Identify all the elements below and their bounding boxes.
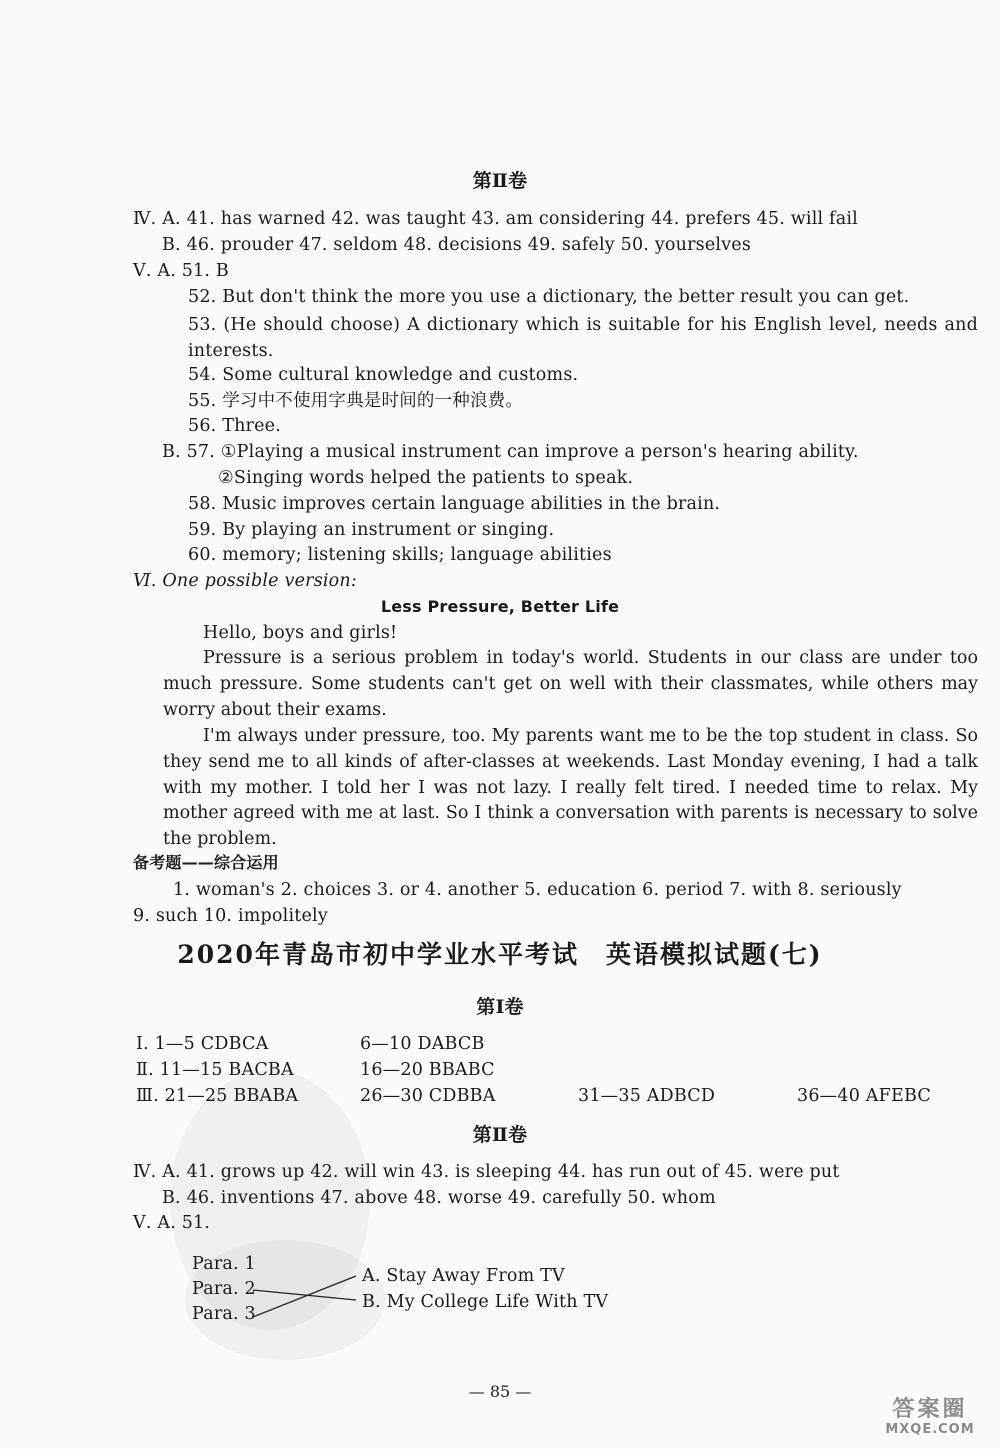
answer-line: B. 57. ①Playing a musical instrument can improve a person's hearing ability. <box>162 442 859 462</box>
answer-cell: Ⅲ. 21—25 BBABA <box>136 1086 299 1106</box>
essay-paragraph: Hello, boys and girls! <box>203 623 398 643</box>
answer-cell: 26—30 CDBBA <box>360 1086 496 1106</box>
answer-cell: 6—10 DABCB <box>360 1034 485 1054</box>
section-heading: 第Ⅰ卷 <box>476 996 524 1018</box>
answer-line: B. 46. prouder 47. seldom 48. decisions 49. safely 50. yourselves <box>162 235 752 255</box>
answer-line: 53. (He should choose) A dictionary which is suitable for his English level, needs and interests. <box>188 315 978 361</box>
answer-line: 59. By playing an instrument or singing. <box>188 520 555 540</box>
essay-paragraph: Pressure is a serious problem in today's world. Students in our class are under too much pressure. Some students can't get on well with their classmates, while others may worry about their exams. <box>163 648 978 720</box>
answer-line: 54. Some cultural knowledge and customs. <box>188 365 579 385</box>
section-heading: 第Ⅱ卷 <box>472 170 528 192</box>
exam-title: 2020年青岛市初中学业水平考试 英语模拟试题(七) <box>177 940 823 969</box>
match-right-item: B. My College Life With TV <box>362 1292 609 1312</box>
match-line <box>253 1276 356 1317</box>
answer-line: 52. But don't think the more you use a dictionary, the better result you can get. <box>188 287 910 307</box>
match-line <box>253 1290 356 1300</box>
answer-line: ②Singing words helped the patients to speak. <box>218 468 634 488</box>
section-heading: 第Ⅱ卷 <box>472 1124 528 1146</box>
match-right-item: A. Stay Away From TV <box>362 1266 565 1286</box>
answer-cell: 36—40 AFEBC <box>797 1086 931 1106</box>
answer-cell: 16—20 BBABC <box>360 1060 495 1080</box>
answer-line: B. 46. inventions 47. above 48. worse 49. carefully 50. whom <box>162 1188 716 1208</box>
backup-heading: 备考题——综合运用 <box>133 853 279 872</box>
page-number: — 85 — <box>468 1382 532 1401</box>
answer-line: 1. woman's 2. choices 3. or 4. another 5. education 6. period 7. with 8. seriously <box>173 880 902 900</box>
answer-line: Ⅵ. One possible version: <box>133 571 357 591</box>
answer-line: 9. such 10. impolitely <box>133 906 328 926</box>
answer-line: Ⅴ. A. 51. <box>133 1213 211 1233</box>
answer-line: Ⅳ. A. 41. has warned 42. was taught 43. am considering 44. prefers 45. will fail <box>133 209 858 229</box>
answer-line: 58. Music improves certain language abilities in the brain. <box>188 494 721 514</box>
answer-line: Ⅳ. A. 41. grows up 42. will win 43. is sleeping 44. has run out of 45. were put <box>133 1162 840 1182</box>
watermark-text: 答案圈 <box>892 1397 968 1422</box>
match-left-item: Para. 1 <box>192 1254 256 1274</box>
match-left-item: Para. 2 <box>192 1279 256 1299</box>
answer-line: Ⅴ. A. 51. B <box>133 261 229 281</box>
answer-cell: Ⅰ. 1—5 CDBCA <box>136 1034 269 1054</box>
answer-cell: 31—35 ADBCD <box>578 1086 716 1106</box>
answer-cell: Ⅱ. 11—15 BACBA <box>136 1060 294 1080</box>
answer-line: 60. memory; listening skills; language abilities <box>188 545 612 565</box>
answer-line: 55. 学习中不使用字典是时间的一种浪费。 <box>188 391 524 411</box>
watermark-url: MXQE.COM <box>885 1422 975 1437</box>
answer-line: 56. Three. <box>188 416 281 436</box>
watermark-logo <box>870 1398 990 1440</box>
essay-paragraph: I'm always under pressure, too. My parents want me to be the top student in class. So they send me to all kinds of after-classes at weekends. Last Monday evening, I had a talk with my mother. I told her I was not lazy. I really felt tired. I needed time to relax. My mother agreed with me at last. So I think a conversation with parents is necessary to solve the problem. <box>163 726 978 850</box>
essay-title: Less Pressure, Better Life <box>380 597 620 616</box>
match-left-item: Para. 3 <box>192 1304 256 1324</box>
